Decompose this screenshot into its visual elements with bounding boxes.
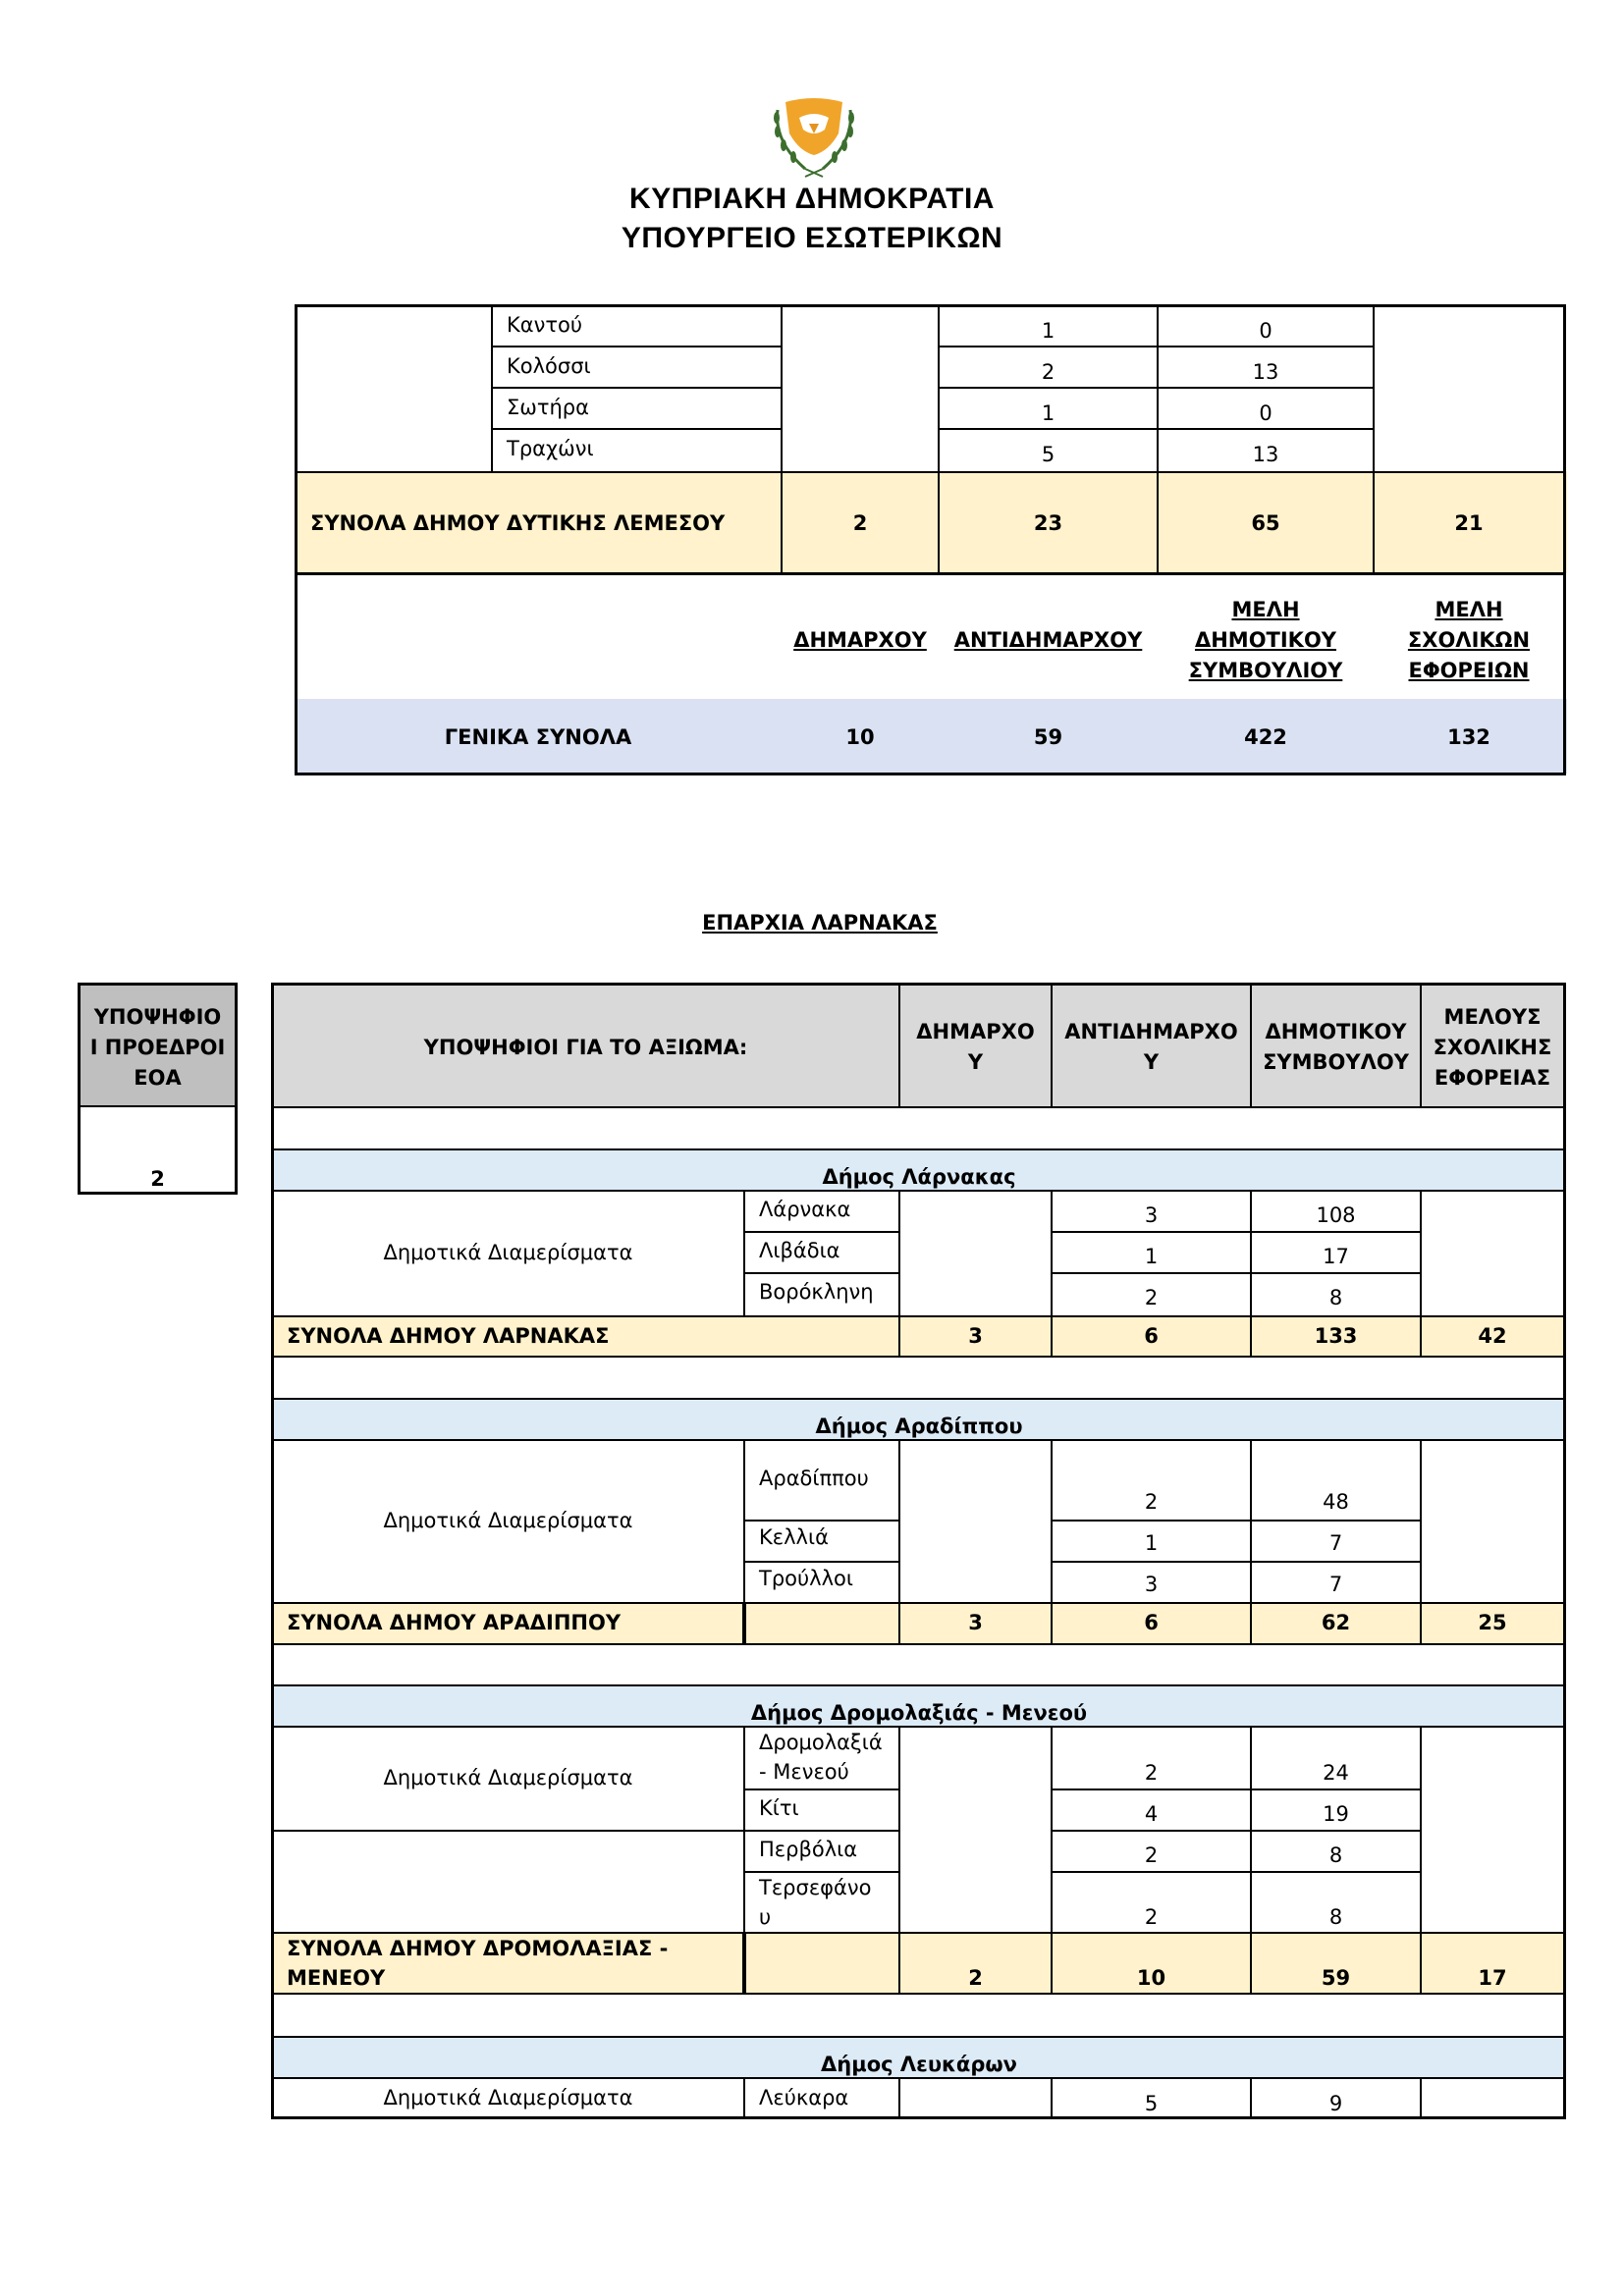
district-label: Δημοτικά Διαμερίσματα: [383, 1241, 633, 1264]
value-cell: 7: [1328, 1531, 1343, 1555]
value-cell: 1: [1144, 1531, 1159, 1555]
total-value: 3: [968, 1611, 983, 1634]
total-value: 59: [1321, 1966, 1351, 1990]
settlement-name: Κελλιά: [759, 1525, 829, 1549]
col-header-dimarchou: Υ: [967, 1050, 984, 1074]
total-value: 2: [852, 511, 868, 535]
section-title: ΕΠΑΡΧΙΑ ΛΑΡΝΑΚΑΣ: [702, 911, 938, 934]
col-header-dimarchou: ΔΗΜΑΡΧΟΥ: [793, 628, 927, 652]
col-header-scholikon: ΣΧΟΛΙΚΩΝ: [1407, 628, 1531, 652]
total-value: 2: [968, 1966, 983, 1990]
value-cell: 3: [1144, 1203, 1159, 1227]
municipality-title: Δήμος Λάρνακας: [822, 1165, 1016, 1189]
header-ministry: ΥΠΟΥΡΓΕΙΟ ΕΣΩΤΕΡΙΚΩΝ: [621, 222, 1003, 254]
value-cell: 3: [1144, 1573, 1159, 1596]
value-cell: 9: [1328, 2092, 1343, 2115]
value-cell: 1: [1144, 1245, 1159, 1268]
district-label: Δημοτικά Διαμερίσματα: [383, 2086, 633, 2109]
value-cell: 8: [1328, 1905, 1343, 1929]
settlement-name: Αραδίππου: [759, 1467, 869, 1490]
side-header: ΕΟΑ: [134, 1066, 182, 1090]
value-cell: 13: [1252, 443, 1279, 466]
col-header-dimarchou: ΔΗΜΑΡΧΟ: [916, 1020, 1035, 1043]
settlement-name: Καντού: [507, 313, 582, 337]
total-label: ΜΕΝΕΟΥ: [287, 1966, 386, 1990]
district-label: Δημοτικά Διαμερίσματα: [383, 1509, 633, 1532]
settlement-name: - Μενεού: [759, 1760, 849, 1784]
value-cell: 48: [1323, 1490, 1349, 1514]
col-header-scholikon: ΕΦΟΡΕΙΩΝ: [1408, 659, 1530, 682]
municipality-title: Δήμος Λευκάρων: [821, 2053, 1017, 2076]
settlement-name: Τρούλλοι: [759, 1567, 853, 1590]
value-cell: 2: [1041, 360, 1056, 384]
value-cell: 5: [1041, 443, 1056, 466]
settlement-name: Κίτι: [759, 1796, 799, 1820]
total-value: 6: [1144, 1324, 1159, 1348]
total-value: 62: [1321, 1611, 1351, 1634]
value-cell: 108: [1316, 1203, 1356, 1227]
settlement-name: Λιβάδια: [759, 1239, 840, 1262]
side-value: 2: [150, 1167, 165, 1191]
col-header-antidimarchou: ΑΝΤΙΔΗΜΑΡΧΟΥ: [953, 628, 1143, 652]
value-cell: 8: [1328, 1286, 1343, 1309]
header-country: ΚΥΠΡΙΑΚΗ ΔΗΜΟΚΡΑΤΙΑ: [629, 183, 995, 215]
value-cell: 0: [1259, 319, 1272, 343]
value-cell: 24: [1323, 1761, 1349, 1785]
total-label: ΣΥΝΟΛΑ ΔΗΜΟΥ ΑΡΑΔΙΠΠΟΥ: [287, 1611, 622, 1634]
col-header-meli: ΔΗΜΟΤΙΚΟΥ: [1194, 628, 1337, 652]
settlement-name: Βορόκληνη: [759, 1280, 874, 1304]
value-cell: 2: [1144, 1843, 1159, 1867]
total-value: 3: [968, 1324, 983, 1348]
settlement-name: Λάρνακα: [759, 1198, 851, 1221]
grand-total-value: 132: [1447, 725, 1490, 749]
settlement-name: Λεύκαρα: [759, 2086, 849, 2109]
settlement-name: Τραχώνι: [507, 437, 594, 460]
total-value: 25: [1478, 1611, 1507, 1634]
total-value: 42: [1478, 1324, 1507, 1348]
grand-total-label: ΓΕΝΙΚΑ ΣΥΝΟΛΑ: [444, 725, 632, 749]
value-cell: 17: [1323, 1245, 1349, 1268]
settlement-name: Κολόσσι: [507, 354, 591, 378]
value-cell: 2: [1144, 1490, 1159, 1514]
value-cell: 2: [1144, 1905, 1159, 1929]
value-cell: 8: [1328, 1843, 1343, 1867]
total-label: ΣΥΝΟΛΑ ΔΗΜΟΥ ΔΥΤΙΚΗΣ ΛΕΜΕΣΟΥ: [310, 511, 726, 535]
settlement-name: Δρομολαξιά: [759, 1731, 883, 1754]
col-header-scholikis: ΜΕΛΟΥΣ: [1443, 1005, 1542, 1029]
coat-of-arms-emblem: [770, 94, 858, 179]
total-value: 17: [1478, 1966, 1507, 1990]
value-cell: 1: [1041, 319, 1056, 343]
total-value: 10: [1136, 1966, 1166, 1990]
side-header: ΥΠΟΨΗΦΙΟ: [93, 1005, 222, 1029]
value-cell: 19: [1323, 1802, 1349, 1826]
value-cell: 13: [1252, 360, 1279, 384]
settlement-name: Τερσεφάνο: [759, 1876, 872, 1899]
total-value: 23: [1033, 511, 1063, 535]
total-value: 21: [1454, 511, 1484, 535]
side-header: Ι ΠΡΟΕΔΡΟΙ: [89, 1036, 226, 1059]
col-header-meli: ΣΥΜΒΟΥΛΙΟΥ: [1188, 659, 1343, 682]
col-header-scholikon: ΜΕΛΗ: [1435, 598, 1503, 621]
value-cell: 4: [1144, 1802, 1159, 1826]
total-value: 65: [1251, 511, 1280, 535]
district-label: Δημοτικά Διαμερίσματα: [383, 1766, 633, 1789]
settlement-name: Περβόλια: [759, 1838, 858, 1861]
col-header-dimotikou: ΔΗΜΟΤΙΚΟΥ: [1265, 1020, 1407, 1043]
settlement-name: Σωτήρα: [507, 396, 589, 419]
col-header-antidimarchou: Υ: [1143, 1050, 1160, 1074]
col-header-dimotikou: ΣΥΜΒΟΥΛΟΥ: [1263, 1050, 1409, 1074]
col-header-main: ΥΠΟΨΗΦΙΟΙ ΓΙΑ ΤΟ ΑΞΙΩΜΑ:: [423, 1036, 748, 1059]
municipality-title: Δήμος Αραδίππου: [815, 1415, 1023, 1438]
value-cell: 2: [1144, 1286, 1159, 1309]
col-header-scholikis: ΣΧΟΛΙΚΗΣ: [1433, 1036, 1552, 1059]
total-value: 6: [1144, 1611, 1159, 1634]
municipality-title: Δήμος Δρομολαξιάς - Μενεού: [750, 1701, 1088, 1725]
value-cell: 2: [1144, 1761, 1159, 1785]
col-header-antidimarchou: ΑΝΤΙΔΗΜΑΡΧΟ: [1064, 1020, 1238, 1043]
value-cell: 7: [1328, 1573, 1343, 1596]
total-label: ΣΥΝΟΛΑ ΔΗΜΟΥ ΛΑΡΝΑΚΑΣ: [287, 1324, 610, 1348]
value-cell: 5: [1144, 2092, 1159, 2115]
col-header-meli: ΜΕΛΗ: [1231, 598, 1300, 621]
col-header-scholikis: ΕΦΟΡΕΙΑΣ: [1434, 1066, 1551, 1090]
total-label: ΣΥΝΟΛΑ ΔΗΜΟΥ ΔΡΟΜΟΛΑΞΙΑΣ -: [287, 1937, 669, 1960]
grand-total-value: 59: [1033, 725, 1063, 749]
value-cell: 1: [1041, 401, 1056, 425]
grand-total-value: 422: [1244, 725, 1287, 749]
settlement-name: υ: [759, 1905, 772, 1929]
value-cell: 0: [1259, 401, 1272, 425]
total-value: 133: [1314, 1324, 1358, 1348]
grand-total-value: 10: [845, 725, 875, 749]
